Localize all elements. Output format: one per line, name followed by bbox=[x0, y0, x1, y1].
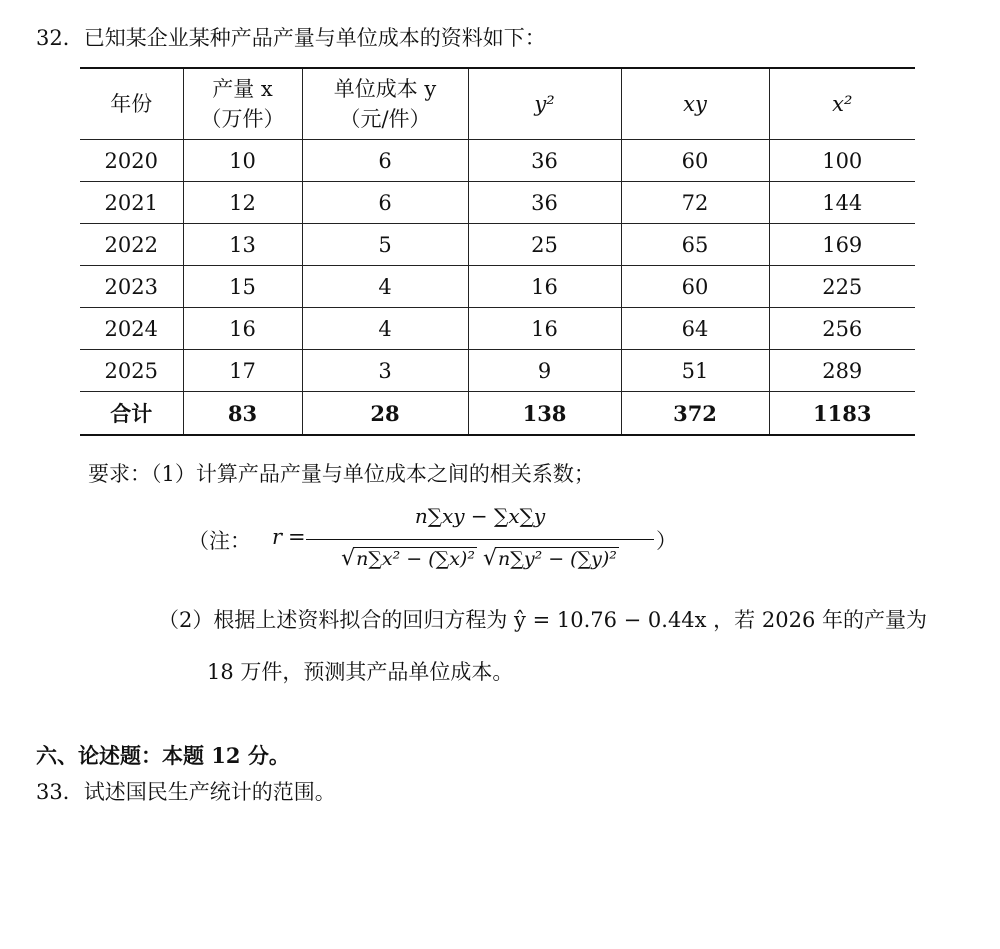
table-cell: 36 bbox=[468, 140, 621, 182]
header-output: 产量 x （万件） bbox=[183, 68, 302, 140]
header-x-squared: x² bbox=[769, 68, 915, 140]
question-33: 33．试述国民生产统计的范围。 bbox=[36, 780, 336, 804]
table-cell: 65 bbox=[621, 224, 769, 266]
table-cell: 100 bbox=[769, 140, 915, 182]
table-cell: 5 bbox=[302, 224, 468, 266]
formula-denominator bbox=[306, 546, 654, 571]
table-cell: 2020 bbox=[80, 140, 183, 182]
formula-equals: = bbox=[288, 525, 306, 549]
table-total-row bbox=[80, 392, 915, 436]
table-header-row bbox=[80, 68, 915, 140]
table-cell: 2022 bbox=[80, 224, 183, 266]
table-cell: 13 bbox=[183, 224, 302, 266]
requirement-2-line-1: （2）根据上述资料拟合的回归方程为 ŷ = 10.76 − 0.44x ，若 2026 年的产量为 bbox=[158, 608, 927, 632]
table-cell: 12 bbox=[183, 182, 302, 224]
requirement-2-line-2: 18 万件，预测其产品单位成本。 bbox=[207, 660, 514, 684]
table-cell: 60 bbox=[621, 266, 769, 308]
table-cell: 25 bbox=[468, 224, 621, 266]
note-label: （注： bbox=[188, 529, 251, 553]
table-cell: 4 bbox=[302, 266, 468, 308]
header-year: 年份 bbox=[80, 68, 183, 140]
table-cell: 16 bbox=[468, 308, 621, 350]
table-cell: 16 bbox=[183, 308, 302, 350]
table-cell: 6 bbox=[302, 182, 468, 224]
table-row bbox=[80, 182, 915, 224]
table-cell: 64 bbox=[621, 308, 769, 350]
header-xy: xy bbox=[621, 68, 769, 140]
formula-fraction bbox=[306, 502, 654, 582]
table-cell: 60 bbox=[621, 140, 769, 182]
total-cell: 合计 bbox=[80, 392, 183, 436]
table-cell: 256 bbox=[769, 308, 915, 350]
total-cell: 28 bbox=[302, 392, 468, 436]
table-cell: 169 bbox=[769, 224, 915, 266]
table-cell: 225 bbox=[769, 266, 915, 308]
table-cell: 15 bbox=[183, 266, 302, 308]
total-cell: 83 bbox=[183, 392, 302, 436]
formula-r: r bbox=[272, 525, 283, 549]
correlation-formula-note bbox=[188, 502, 708, 582]
section-6-title: 六、论述题：本题 12 分。 bbox=[36, 743, 290, 768]
table-cell: 16 bbox=[468, 266, 621, 308]
table-row bbox=[80, 350, 915, 392]
sqrt-icon: √ bbox=[341, 546, 356, 571]
table-cell: 51 bbox=[621, 350, 769, 392]
formula-numerator: n∑xy − ∑x∑y bbox=[414, 504, 546, 528]
table-cell: 9 bbox=[468, 350, 621, 392]
denominator-right: n∑y² − (∑y)² bbox=[498, 548, 617, 570]
header-y-squared: y² bbox=[468, 68, 621, 140]
table-row bbox=[80, 308, 915, 350]
table-cell: 144 bbox=[769, 182, 915, 224]
table-cell: 289 bbox=[769, 350, 915, 392]
table-cell: 10 bbox=[183, 140, 302, 182]
total-cell: 372 bbox=[621, 392, 769, 436]
total-cell: 1183 bbox=[769, 392, 915, 436]
table-row bbox=[80, 266, 915, 308]
data-table bbox=[80, 67, 915, 436]
table-cell: 36 bbox=[468, 182, 621, 224]
table-cell: 3 bbox=[302, 350, 468, 392]
sqrt-icon: √ bbox=[483, 546, 498, 571]
denominator-left: n∑x² − (∑x)² bbox=[356, 548, 475, 570]
table-cell: 2023 bbox=[80, 266, 183, 308]
header-unit-cost: 单位成本 y （元/件） bbox=[302, 68, 468, 140]
table-cell: 4 bbox=[302, 308, 468, 350]
requirement-1: 要求：（1）计算产品产量与单位成本之间的相关系数； bbox=[88, 462, 595, 486]
note-close: ） bbox=[656, 529, 677, 553]
table-cell: 17 bbox=[183, 350, 302, 392]
table-cell: 2021 bbox=[80, 182, 183, 224]
fraction-bar bbox=[306, 539, 654, 540]
table-cell: 2025 bbox=[80, 350, 183, 392]
table-cell: 72 bbox=[621, 182, 769, 224]
question-32-title: 32．已知某企业某种产品产量与单位成本的资料如下： bbox=[36, 26, 546, 50]
table-cell: 2024 bbox=[80, 308, 183, 350]
table-row bbox=[80, 140, 915, 182]
table-row bbox=[80, 224, 915, 266]
table-cell: 6 bbox=[302, 140, 468, 182]
total-cell: 138 bbox=[468, 392, 621, 436]
